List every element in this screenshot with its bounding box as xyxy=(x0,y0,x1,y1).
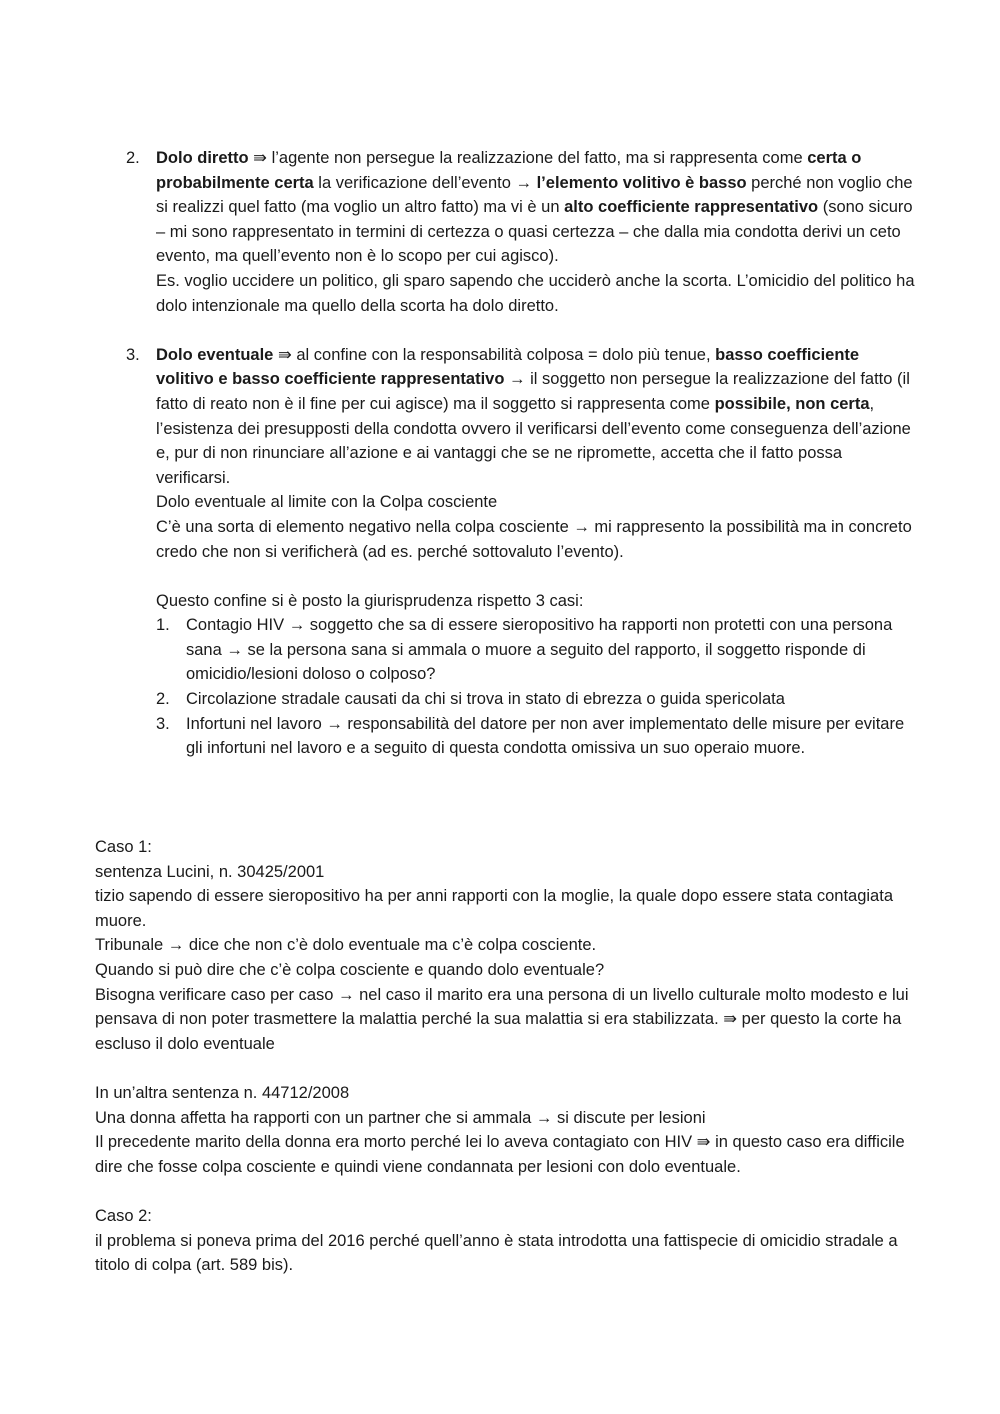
sub-list-number: 2. xyxy=(156,690,170,709)
example-text: Es. voglio uccidere un politico, gli sparo sapendo che ucciderò anche la scorta. L’omicidio del politico ha dolo intenzionale ma quello della scorta ha dolo diretto. xyxy=(156,271,915,315)
caso1-paragraph: Quando si può dire che c’è colpa cosciente e quando dolo eventuale? xyxy=(95,960,605,979)
text-run: ⇛ al confine con la responsabilità colposa = dolo più tenue, xyxy=(273,345,716,364)
intro-casi: Questo confine si è posto la giurisprudenza rispetto 3 casi: xyxy=(156,591,584,610)
bold-term: alto coefficiente rappresentativo xyxy=(564,198,819,217)
sub-list-text: Contagio HIV → soggetto che sa di essere sieropositivo ha rapporti non protetti con una persona sana → se la persona sana si ammala o muore a seguito del rapporto, il soggetto risponde di omicidio/lesioni doloso o colposo? xyxy=(186,616,893,684)
text-run: perché non voglio che si realizzi quel fatto (ma voglio un altro fatto) ma vi è un xyxy=(156,173,913,217)
text-run: ⇛ l’agente non persegue la realizzazione del fatto, ma si rappresenta come xyxy=(248,149,808,167)
colpa-line: Dolo eventuale al limite con la Colpa cosciente xyxy=(156,493,498,512)
sub-list-text: Infortuni nel lavoro → responsabilità del datore per non aver implementato delle misure per evitare gli infortuni nel lavoro e a seguito di questa condotta omissiva un suo operaio muore. xyxy=(186,714,905,758)
bold-term: possibile, non certa xyxy=(714,394,870,413)
altra-paragraph: Una donna affetta ha rapporti con un partner che si ammala → si discute per lesioni xyxy=(95,1108,706,1127)
text-run: → il soggetto non persegue la realizzazione del fatto (il fatto di reato non è il fine per cui agisce) ma il soggetto si rappresenta come xyxy=(156,370,910,413)
sub-list-number: 1. xyxy=(156,616,170,635)
paragraph xyxy=(156,146,916,269)
list-number: 3. xyxy=(126,345,140,364)
bold-term: certa o probabilmente certa xyxy=(156,149,862,192)
sub-list-item xyxy=(156,712,916,761)
bold-term: Dolo diretto xyxy=(156,149,249,167)
caso2-title: Caso 2: xyxy=(95,1206,152,1225)
bold-term: l’elemento volitivo è basso xyxy=(536,173,747,192)
numbered-list xyxy=(126,146,916,761)
bold-term: basso coefficiente volitivo e basso coefficiente rappresentativo xyxy=(156,345,860,389)
sub-list-number: 3. xyxy=(156,714,170,733)
paragraph xyxy=(156,343,916,491)
text-run: (sono sicuro – mi sono rappresentato in termini di certezza o quasi certezza – che dalla mia condotta derivi un ceto evento, ma quell’evento non è lo scopo per cui agisco). xyxy=(156,198,913,266)
sub-list xyxy=(156,613,916,761)
text-run: la verificazione dell’evento → xyxy=(313,173,537,192)
sub-list-text: Circolazione stradale causati da chi si trova in stato di ebrezza o guida spericolata xyxy=(186,690,785,709)
caso1-paragraph: Tribunale → dice che non c’è dolo eventuale ma c’è colpa cosciente. xyxy=(95,936,597,955)
text-run: , l’esistenza dei presupposti della condotta ovvero il verificarsi dell’evento come conseguenza dell’azione e, pur di non rinunciare all’azione e ai vantaggi che se ne ripromette, accetta che il fatto possa verificarsi. xyxy=(156,394,911,487)
bold-term: Dolo eventuale xyxy=(156,345,274,364)
spacer xyxy=(156,318,916,343)
altra-paragraph: Il precedente marito della donna era morto perché lei lo aveva contagiato con HIV ⇛ in questo caso era difficile dire che fosse colpa cosciente e quindi viene condannata per lesioni con dolo eventuale. xyxy=(95,1133,905,1176)
spacer xyxy=(95,1056,915,1081)
caso2-paragraph: il problema si poneva prima del 2016 perché quell’anno è stata introdotta una fattispecie di omicidio stradale a titolo di colpa (art. 589 bis). xyxy=(95,1231,898,1275)
list-number: 2. xyxy=(126,149,140,167)
caso1-sentenza: sentenza Lucini, n. 30425/2001 xyxy=(95,862,325,881)
sub-list-item xyxy=(156,613,916,687)
list-item-dolo-eventuale xyxy=(126,343,916,761)
caso1-title: Caso 1: xyxy=(95,838,152,856)
negativo-line: C’è una sorta di elemento negativo nella colpa cosciente → mi rappresento la possibilità ma in concreto credo che non si verificherà (ad es. perché sottovaluto l’evento). xyxy=(156,517,912,561)
caso1-paragraph: tizio sapendo di essere sieropositivo ha per anni rapporti con la moglie, la quale dopo essere stata contagiata muore. xyxy=(95,887,893,930)
sub-list-item xyxy=(156,687,916,712)
spacer xyxy=(156,564,916,589)
body-text xyxy=(95,835,915,1278)
spacer xyxy=(95,1179,915,1204)
caso1-paragraph: Bisogna verificare caso per caso → nel caso il marito era una persona di un livello culturale molto modesto e lui pensava di non poter trasmettere la malattia perché la sua malattia si era stabilizzata. ⇛ per questo la corte ha escluso il dolo eventuale xyxy=(95,985,909,1053)
list-item-dolo-diretto xyxy=(126,146,916,318)
altra-sentenza-title: In un’altra sentenza n. 44712/2008 xyxy=(95,1083,350,1102)
